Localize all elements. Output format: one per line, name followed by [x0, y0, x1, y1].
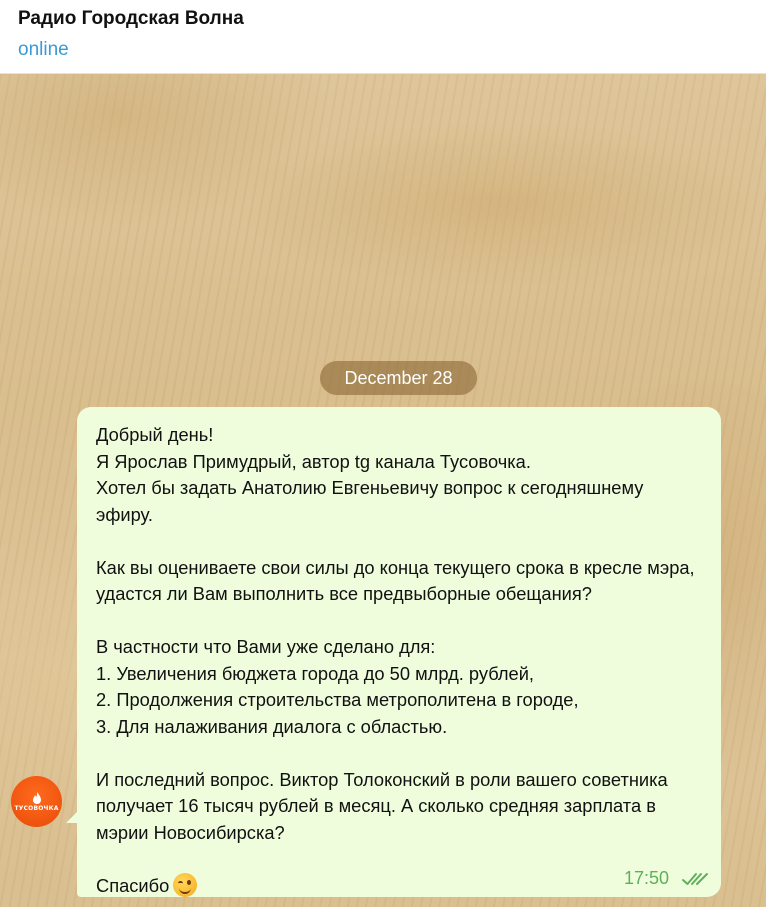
message-text — [96, 422, 701, 899]
message-meta — [624, 868, 709, 889]
chat-status: online — [18, 39, 69, 60]
emoji-eye — [187, 880, 191, 885]
avatar[interactable] — [11, 776, 62, 827]
chat-title[interactable]: Радио Городская Волна — [18, 8, 244, 29]
avatar-label: ТУСОВОЧКА — [14, 804, 59, 812]
flame-icon — [32, 792, 42, 804]
chat-header[interactable] — [0, 0, 766, 74]
message-time: 17:50 — [623, 868, 669, 888]
bubble-tail — [66, 809, 80, 823]
double-check-icon — [681, 871, 709, 887]
date-separator: December 28 — [320, 361, 477, 395]
chat-area[interactable] — [0, 74, 766, 907]
winking-face-emoji — [173, 873, 197, 897]
message-closing: Спасибо — [96, 874, 170, 896]
message-bubble[interactable] — [77, 407, 721, 897]
message-body: Добрый день! Я Ярослав Примудрый, автор tg канала Тусовочка. Хотел бы задать Анатолию Евгеньевичу вопрос к сегодняшнему эфиру. Как вы оцениваете свои силы до конца текущего срока в кресле мэра, удастся ли Вам выполнить все предвыборные обещания? В частности что Вами уже сделано для: 1. Увеличения бюджета города до 50 млрд. рублей, 2. Продолжения строительства метрополитена в городе, 3. Для налаживания диалога с областью. И последний вопрос. Виктор Толоконский в роли вашего советника получает 16 тысяч рублей в месяц. А сколько средняя зарплата в мэрии Новосибирска? — [96, 424, 695, 843]
